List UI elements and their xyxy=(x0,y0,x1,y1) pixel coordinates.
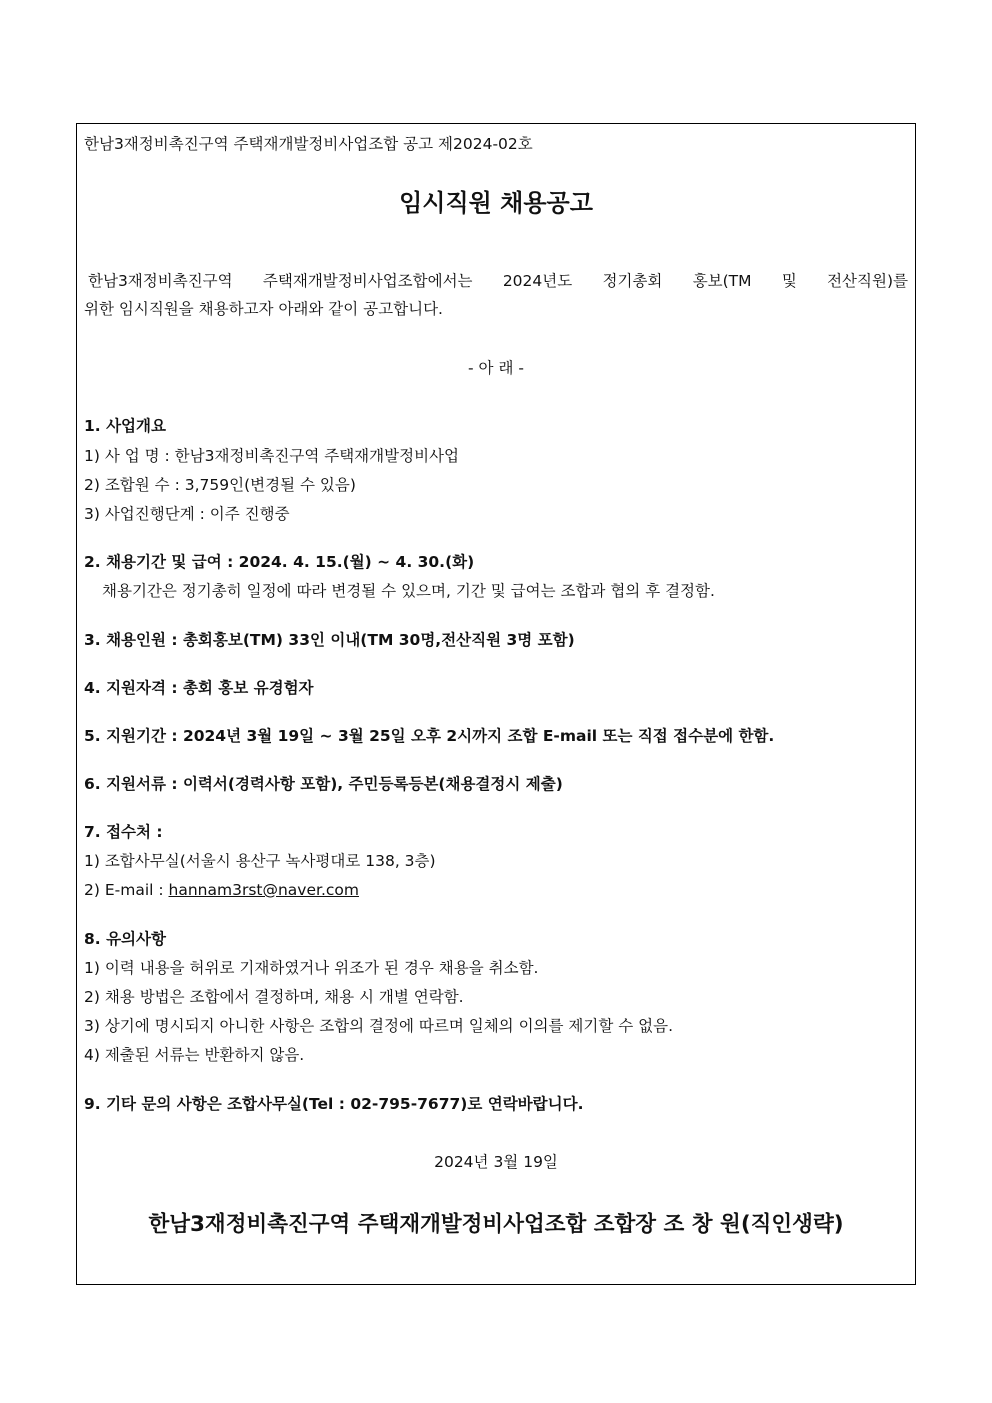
section-8-item: 1) 이력 내용을 허위로 기재하였거나 위조가 된 경우 채용을 취소함. xyxy=(84,959,539,977)
section-1-heading: 1. 사업개요 xyxy=(84,417,166,435)
section-8-heading: 8. 유의사항 xyxy=(84,930,166,948)
intro-line-2: 위한 임시직원을 채용하고자 아래와 같이 공고합니다. xyxy=(84,300,443,318)
signature: 한남3재정비촉진구역 주택재개발정비사업조합 조합장 조 창 원(직인생략) xyxy=(148,1212,844,1237)
notice-number: 한남3재정비촉진구역 주택재개발정비사업조합 공고 제2024-02호 xyxy=(84,135,533,153)
section-2-heading: 2. 채용기간 및 급여 : 2024. 4. 15.(월) ~ 4. 30.(화) xyxy=(84,553,475,571)
section-6-heading: 6. 지원서류 : 이력서(경력사항 포함), 주민등록등본(채용결정시 제출) xyxy=(84,775,563,793)
notice-date: 2024년 3월 19일 xyxy=(434,1153,558,1171)
section-7-heading: 7. 접수처 : xyxy=(84,823,163,841)
section-9-heading: 9. 기타 문의 사항은 조합사무실(Tel : 02-795-7677)로 연락바랍니다. xyxy=(84,1095,584,1113)
page-title: 임시직원 채용공고 xyxy=(399,189,593,217)
section-5-heading: 5. 지원기간 : 2024년 3월 19일 ~ 3월 25일 오후 2시까지 조합 E-mail 또는 직접 접수분에 한함. xyxy=(84,727,775,745)
section-7-email-label: 2) E-mail : xyxy=(84,881,169,899)
section-1-item: 2) 조합원 수 : 3,759인(변경될 수 있음) xyxy=(84,476,356,494)
section-1-item: 1) 사 업 명 : 한남3재정비촉진구역 주택재개발정비사업 xyxy=(84,447,459,465)
section-3-heading: 3. 채용인원 : 총회홍보(TM) 33인 이내(TM 30명,전산직원 3명 포함) xyxy=(84,631,575,649)
section-2-detail: 채용기간은 정기총히 일정에 따라 변경될 수 있으며, 기간 및 급여는 조합과 협의 후 결정함. xyxy=(102,582,715,600)
section-8-item: 3) 상기에 명시되지 아니한 사항은 조합의 결정에 따르며 일체의 이의를 제기할 수 없음. xyxy=(84,1017,674,1035)
section-7-email-row xyxy=(84,879,359,901)
separator: - 아 래 - xyxy=(468,359,524,377)
section-7-office: 1) 조합사무실(서울시 용산구 녹사평대로 138, 3층) xyxy=(84,852,436,870)
section-8-item: 2) 채용 방법은 조합에서 결정하며, 채용 시 개별 연락함. xyxy=(84,988,464,1006)
email-link[interactable]: hannam3rst@naver.com xyxy=(168,881,359,899)
section-4-heading: 4. 지원자격 : 총회 홍보 유경험자 xyxy=(84,679,314,697)
section-8-item: 4) 제출된 서류는 반환하지 않음. xyxy=(84,1046,305,1064)
intro-line-1: 한남3재정비촉진구역 주택재개발정비사업조합에서는 2024년도 정기총회 홍보(TM 및 전산직원)를 xyxy=(88,272,908,290)
section-1-item: 3) 사업진행단계 : 이주 진행중 xyxy=(84,505,290,523)
